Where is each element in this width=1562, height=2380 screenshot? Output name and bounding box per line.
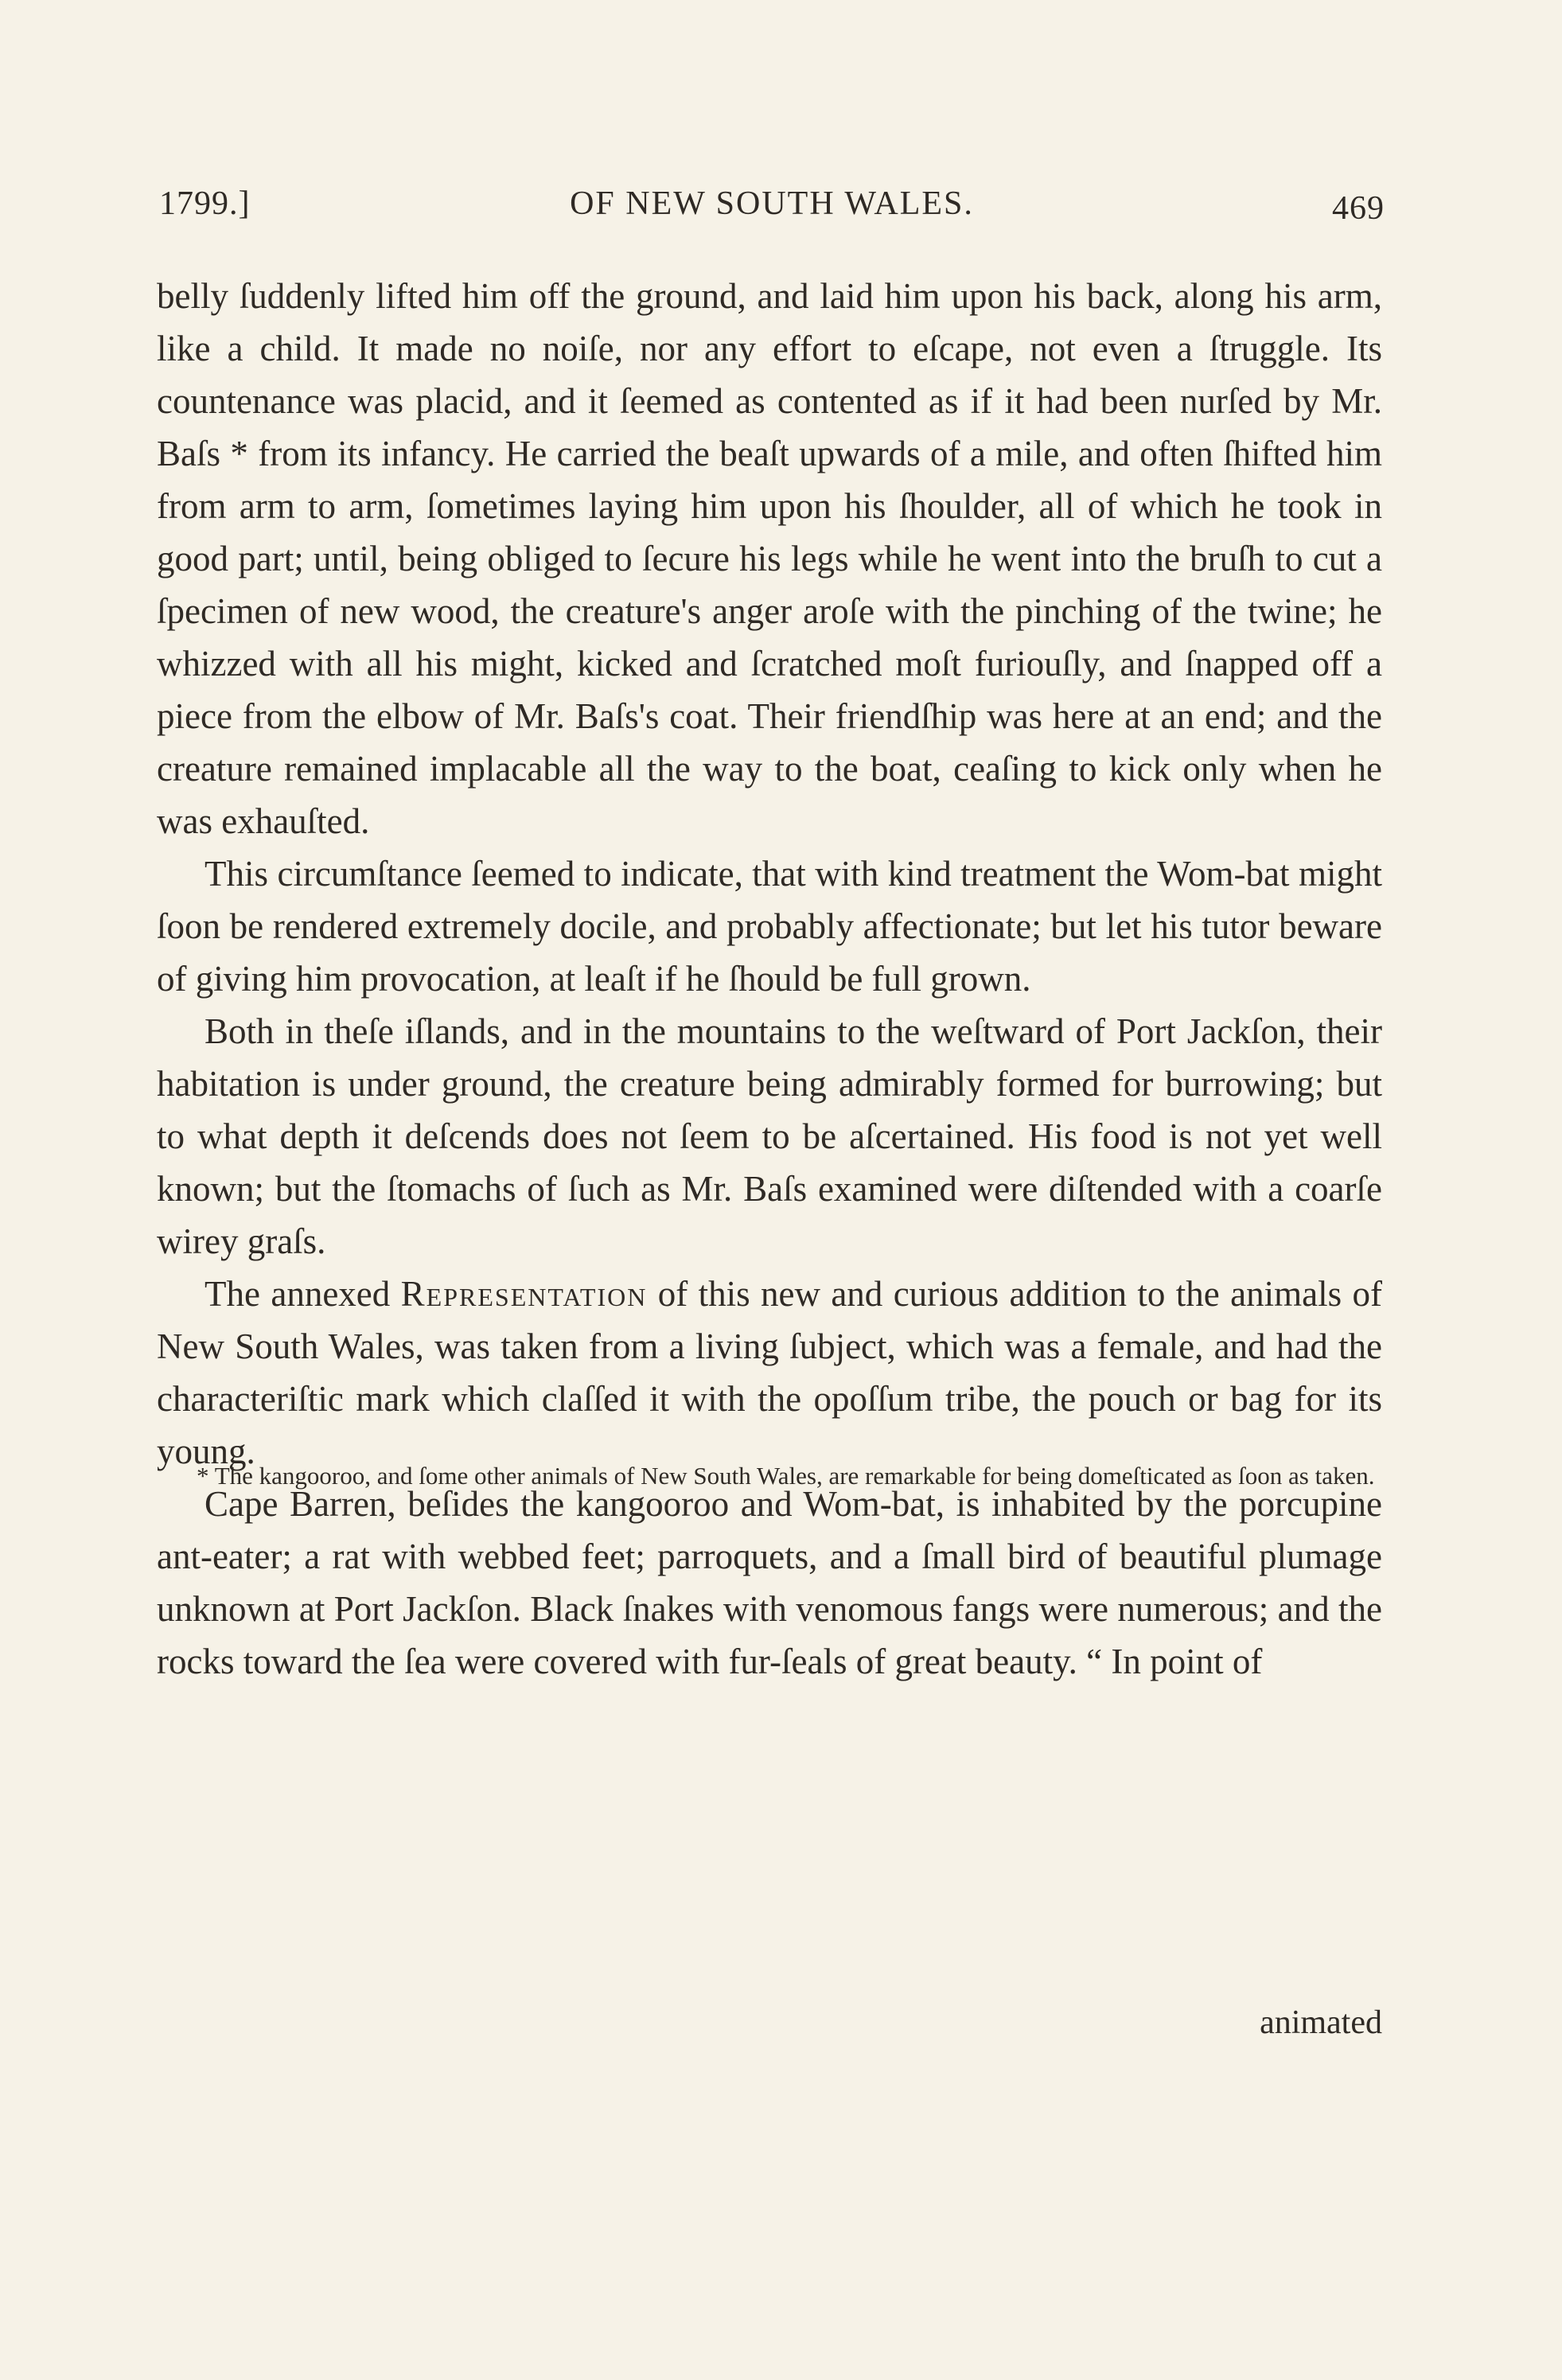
footnote-text: * The kangooroo, and ſome other animals of New South Wales, are remarkable for being domeſticated as ſoon as taken. — [197, 1462, 1375, 1490]
paragraph-4-start: The annexed — [205, 1274, 401, 1314]
paragraph-2: This circumſtance ſeemed to indicate, that with kind treatment the Wom-bat might ſoon be rendered extremely docile, and probably affectionate; but let his tutor beware of giving him provocation, at leaſt if he ſhould be full grown. — [157, 854, 1382, 999]
paragraph-1: belly ſuddenly lifted him off the ground, and laid him upon his back, along his arm, like a child. It made no noiſe, nor any effort to eſcape, not even a ſtruggle. Its countenance was placid, and it ſeemed as contented as if it had been nurſed by Mr. Baſs * from its infancy. He carried the beaſt upwards of a mile, and often ſhifted him from arm to arm, ſometimes laying him upon his ſhoulder, all of which he took in good part; until, being obliged to ſecure his legs while he went into the bruſh to cut a ſpecimen of new wood, the creature's anger aroſe with the pinching of the twine; he whizzed with all his might, kicked and ſcratched moſt furiouſly, and ſnapped off a piece from the elbow of Mr. Baſs's coat. Their friendſhip was here at an end; and the creature remained implacable all the way to the boat, ceaſing to kick only when he was exhauſted. — [157, 276, 1382, 841]
running-title: OF NEW SOUTH WALES. — [570, 185, 974, 222]
paragraph-4 — [157, 1268, 1382, 1478]
representation-smallcaps: Representation — [400, 1274, 648, 1314]
header-year: 1799.] — [159, 185, 251, 222]
paragraph-3: Both in theſe iſlands, and in the mountains to the weſtward of Port Jackſon, their habitation is under ground, the creature being admirably formed for burrowing; but to what depth it deſcends does not ſeem to be aſcertained. His food is not yet well known; but the ſtomachs of ſuch as Mr. Baſs examined were diſtended with a coarſe wirey graſs. — [157, 1011, 1382, 1261]
paragraph-4-end: of this new and curious addition to the animals of New South Wales, was taken from a living ſubject, which was a female, and had the characteriſtic mark which claſſed it with the opoſſum tribe, the pouch or bag for its young. — [157, 1274, 1382, 1471]
footnote — [157, 1458, 1382, 1494]
running-header — [159, 185, 1385, 240]
page-number: 469 — [1332, 190, 1385, 227]
catchword: animated — [1260, 2004, 1382, 2041]
paragraph-5: Cape Barren, beſides the kangooroo and Wom-bat, is inhabited by the porcupine ant-eater; a rat with webbed feet; parroquets, and a ſmall bird of beautiful plumage unknown at Port Jackſon. Black ſnakes with venomous fangs were numerous; and the rocks toward the ſea were covered with fur-ſeals of great beauty. “ In point of — [157, 1484, 1382, 1681]
